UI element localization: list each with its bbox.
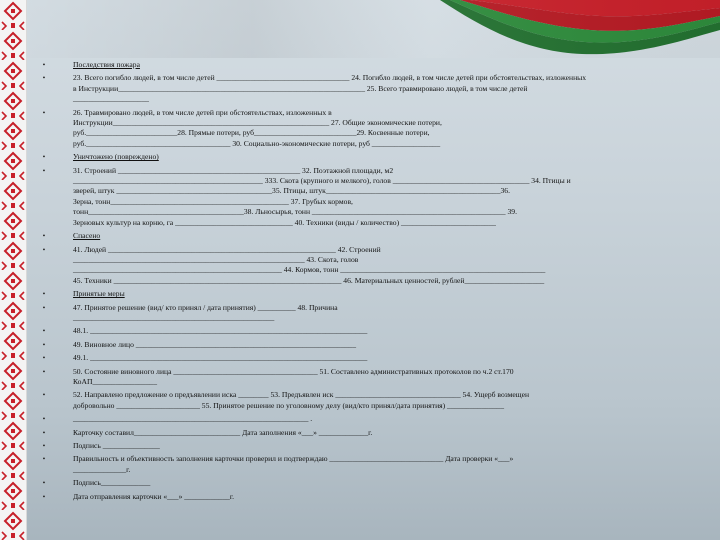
bullet-icon: • bbox=[42, 326, 46, 336]
item-line: 48.1. _________________________________________________________________________ bbox=[73, 326, 368, 336]
item-line: 31. Строений ________________________________________________ 32. Поэтажной площади, м2 bbox=[73, 165, 394, 175]
item-line: Принятые меры bbox=[73, 289, 125, 299]
bullet-icon: • bbox=[42, 231, 46, 241]
item-line: Дата отправления карточки «___» ____________г. bbox=[73, 491, 234, 501]
item-line: Подпись _______________ bbox=[73, 441, 160, 450]
item-line: _____________________________________________________________ 43. Скота, голов bbox=[73, 254, 359, 264]
item-line: 52. Направлено предложение о предъявлении иска ________ 53. Предъявлен иск _________________________________ 54. Ущерб возмещен bbox=[73, 390, 530, 400]
list-item bbox=[40, 478, 712, 488]
list-item bbox=[40, 152, 712, 162]
list-item bbox=[40, 441, 712, 451]
list-item bbox=[40, 245, 712, 287]
bullet-icon: • bbox=[42, 390, 46, 400]
item-line: Последствия пожара bbox=[73, 60, 140, 69]
list-item bbox=[40, 108, 712, 150]
item-line: 47. Принятое решение (вид/ кто принял / дата принятия) __________ 48. Причина bbox=[73, 302, 338, 312]
list-item bbox=[40, 428, 712, 438]
bullet-icon: • bbox=[42, 366, 46, 376]
list-item bbox=[40, 303, 712, 324]
ornament-strip bbox=[0, 0, 27, 540]
item-line: Инструкции_________________________________________________________ 27. Общие экономические потери, bbox=[73, 118, 442, 128]
bullet-icon: • bbox=[42, 152, 46, 162]
list-item bbox=[40, 60, 712, 70]
bullet-icon: • bbox=[42, 107, 46, 117]
item-line: добровольно ______________________ 55. Принятое решение по уголовному делу (вид/кто принял/дата принятия) _______________ bbox=[73, 400, 505, 410]
item-line: __________________________________________________ 333. Скота (крупного и мелкого), голов ____________________________________ 34. Птицы и bbox=[73, 176, 571, 186]
bullet-icon: • bbox=[42, 60, 46, 69]
bullet-icon: • bbox=[42, 244, 46, 254]
item-line: Карточку составил____________________________ Дата заполнения «___» _____________г. bbox=[73, 427, 373, 437]
bullet-icon: • bbox=[42, 491, 46, 501]
list-item bbox=[40, 231, 712, 241]
bullet-icon: • bbox=[42, 353, 46, 363]
item-line: в Инструкции_________________________________________________________________ 25. Всего травмировано людей, в том числе детей bbox=[73, 83, 528, 93]
item-line: КоАП_________________ bbox=[73, 376, 157, 386]
item-line: руб.______________________________________ 30. Социально-экономические потери, руб __________________ bbox=[73, 138, 441, 148]
item-line: _____________________________________________________ bbox=[73, 312, 275, 322]
document-body bbox=[40, 60, 712, 536]
list-item bbox=[40, 289, 712, 299]
bullet-icon: • bbox=[42, 165, 46, 175]
list-item bbox=[40, 414, 712, 424]
flag-decoration bbox=[0, 0, 720, 58]
item-line: Спасено bbox=[73, 231, 101, 241]
list-item bbox=[40, 340, 712, 350]
list-item bbox=[40, 353, 712, 363]
bullet-icon: • bbox=[42, 427, 46, 437]
bullet-icon: • bbox=[42, 289, 46, 299]
list-item bbox=[40, 326, 712, 336]
item-line: Зерна, тонн_______________________________________________ 37. Грубых кормов, bbox=[73, 196, 353, 206]
item-list bbox=[40, 60, 712, 505]
item-line: 41. Людей ____________________________________________________________ 42. Строений bbox=[73, 244, 381, 254]
list-item bbox=[40, 492, 712, 502]
item-line: Уничтожено (повреждено) bbox=[73, 152, 159, 162]
item-line: 26. Травмировано людей, в том числе детей при обстоятельствах, изложенных в bbox=[73, 107, 332, 117]
item-line: 45. Техники ____________________________________________________________ 46. Материальных ценностей, рублей_____________________ bbox=[73, 275, 545, 285]
item-line: Зерновых культур на корню, га _______________________________ 40. Техники (виды / количество) _________________________ bbox=[73, 217, 496, 227]
list-item bbox=[40, 166, 712, 228]
bullet-icon: • bbox=[42, 73, 46, 83]
item-line: Правильность и объективность заполнения карточки проверил и подтверждаю ______________________________ Дата проверки «___» bbox=[73, 454, 514, 464]
item-line: ______________________________________________________________ . bbox=[73, 414, 313, 424]
item-line: ____________________ bbox=[73, 94, 149, 104]
bullet-icon: • bbox=[42, 441, 46, 450]
item-line: 23. Всего погибло людей, в том числе детей ___________________________________ 24. Погибло людей, в том числе детей при обстоятельствах, изложенных bbox=[73, 73, 587, 83]
bullet-icon: • bbox=[42, 478, 46, 488]
bullet-icon: • bbox=[42, 414, 46, 424]
list-item bbox=[40, 390, 712, 411]
item-line: 49. Виновное лицо __________________________________________________________ bbox=[73, 339, 357, 349]
item-line: 49.1. _________________________________________________________________________ bbox=[73, 353, 368, 363]
item-line: _______________________________________________________ 44. Кормов, тонн ______________________________________________________ bbox=[73, 265, 546, 275]
item-line: руб.________________________28. Прямые потери, руб___________________________29. Косвенные потери, bbox=[73, 128, 430, 138]
item-line: 50. Состояние виновного лица ______________________________________ 51. Составлено административных протоколов по ч.2 ст.170 bbox=[73, 366, 514, 376]
item-line: тонн_________________________________________38. Льносырья, тонн ___________________________________________________ 39. bbox=[73, 207, 517, 217]
list-item bbox=[40, 367, 712, 388]
item-line: ______________г. bbox=[73, 464, 131, 474]
item-line: Подпись_____________ bbox=[73, 478, 151, 488]
list-item bbox=[40, 73, 712, 104]
bullet-icon: • bbox=[42, 454, 46, 464]
bullet-icon: • bbox=[42, 339, 46, 349]
bullet-icon: • bbox=[42, 302, 46, 312]
item-line: зверей, штук _________________________________________35. Птицы, штук______________________________________________36. bbox=[73, 186, 510, 196]
list-item bbox=[40, 454, 712, 475]
